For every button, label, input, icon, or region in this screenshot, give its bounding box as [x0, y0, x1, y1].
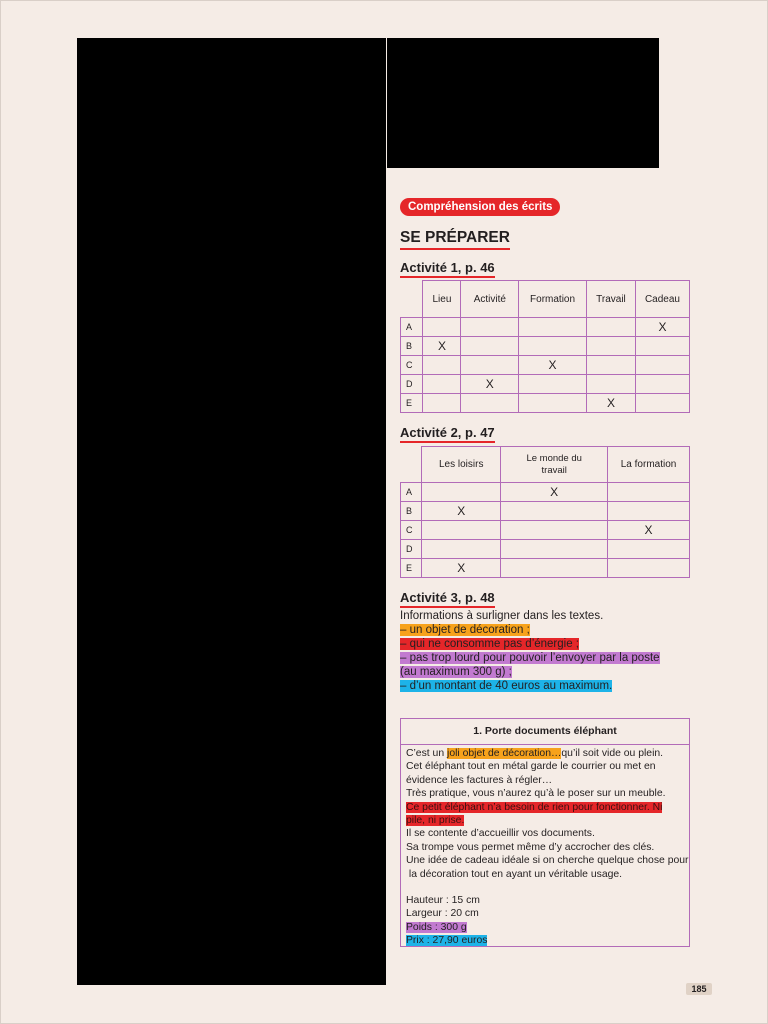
- highlight-item: [400, 623, 690, 637]
- row-label: D: [401, 375, 423, 394]
- table-cell: [423, 394, 461, 413]
- highlight-weight: Poids : 300 g: [406, 921, 467, 933]
- redacted-area-top: [387, 38, 659, 168]
- table-cell: [635, 337, 689, 356]
- table-cell: [519, 375, 587, 394]
- table-cell: [423, 375, 461, 394]
- table-cell: [423, 318, 461, 337]
- document-line: Sa trompe vous permet même d’y accrocher des clés.: [406, 841, 655, 853]
- table-row: [401, 502, 690, 521]
- activity3-items: [400, 623, 690, 693]
- row-label: B: [401, 502, 422, 521]
- check-mark-cell: X: [586, 394, 635, 413]
- row-label: A: [401, 483, 422, 502]
- table-cell: [608, 483, 690, 502]
- activity3-info: [400, 609, 690, 693]
- heading-underline: [400, 606, 495, 608]
- table-corner: [401, 281, 423, 318]
- document-width: Largeur : 20 cm: [406, 908, 479, 920]
- main-heading-text: SE PRÉPARER: [400, 229, 510, 246]
- table-cell: [519, 337, 587, 356]
- table-cell: [586, 375, 635, 394]
- document-line: [406, 921, 685, 934]
- check-mark-cell: X: [422, 502, 501, 521]
- table-cell: [586, 337, 635, 356]
- table-cell: [608, 559, 690, 578]
- highlight-item: [400, 679, 690, 693]
- row-label: A: [401, 318, 423, 337]
- check-mark-cell: X: [608, 521, 690, 540]
- table-cell: [423, 356, 461, 375]
- document-line: Très pratique, vous n’aurez qu’à le poser sur un meuble.: [406, 788, 666, 800]
- highlight-item-text: – un objet de décoration ;: [400, 624, 530, 636]
- heading-underline: [400, 248, 510, 250]
- column-header: Activité: [461, 281, 519, 318]
- check-mark-cell: X: [423, 337, 461, 356]
- document-line: [406, 801, 685, 814]
- highlight-decoration: joli objet de décoration…: [447, 748, 562, 759]
- activity2-title: [400, 425, 495, 443]
- column-header: Le monde du travail: [501, 447, 608, 483]
- table-row: [401, 318, 690, 337]
- highlight-price: Prix : 27,90 euros: [406, 935, 488, 947]
- table-cell: [461, 337, 519, 356]
- document-line: la décoration tout en ayant un véritable usage.: [406, 868, 623, 880]
- table-header-row: [401, 281, 690, 318]
- table-cell: [608, 502, 690, 521]
- table-cell: [422, 483, 501, 502]
- table-cell: [422, 540, 501, 559]
- check-mark-cell: X: [461, 375, 519, 394]
- document-title: 1. Porte documents éléphant: [401, 719, 689, 745]
- highlight-item-text: – d’un montant de 40 euros au maximum.: [400, 680, 613, 692]
- heading-underline: [400, 441, 495, 443]
- row-label: E: [401, 394, 423, 413]
- column-header: Cadeau: [635, 281, 689, 318]
- table-row: [401, 337, 690, 356]
- table-header-row: [401, 447, 690, 483]
- check-mark-cell: X: [422, 559, 501, 578]
- document-line: Cet éléphant tout en métal garde le courrier ou met en: [406, 761, 656, 773]
- column-header: La formation: [608, 447, 690, 483]
- row-label: D: [401, 540, 422, 559]
- document-text: C’est un: [406, 748, 448, 759]
- table-cell: [519, 394, 587, 413]
- table-cell: [608, 540, 690, 559]
- table-row: [401, 375, 690, 394]
- page-number: 185: [686, 983, 712, 995]
- table-cell: [461, 318, 519, 337]
- table-cell: [586, 318, 635, 337]
- table-corner: [401, 447, 422, 483]
- table-cell: [501, 540, 608, 559]
- highlight-item: [400, 637, 690, 651]
- table-cell: [501, 502, 608, 521]
- highlight-energy: Ce petit éléphant n’a besoin de rien pour fonctionner. Ni: [406, 801, 663, 813]
- redacted-area-left: [77, 38, 386, 985]
- table-cell: [586, 356, 635, 375]
- section-label: Compréhension des écrits: [400, 198, 560, 216]
- document-text: qu’il soit vide ou plein.: [561, 748, 664, 759]
- activity3-intro: Informations à surligner dans les textes.: [400, 610, 604, 622]
- activity1-title-text: Activité 1, p. 46: [400, 260, 495, 275]
- table-row: [401, 483, 690, 502]
- column-header: Travail: [586, 281, 635, 318]
- table-cell: [461, 394, 519, 413]
- table-cell: [461, 356, 519, 375]
- activity2-title-text: Activité 2, p. 47: [400, 425, 495, 440]
- activity3-title-text: Activité 3, p. 48: [400, 590, 495, 605]
- row-label: E: [401, 559, 422, 578]
- check-mark-cell: X: [501, 483, 608, 502]
- main-heading: [400, 229, 510, 250]
- check-mark-cell: X: [635, 318, 689, 337]
- table-row: [401, 356, 690, 375]
- table-cell: [501, 559, 608, 578]
- activity1-title: [400, 260, 495, 278]
- highlight-item-text: – qui ne consomme pas d’énergie ;: [400, 638, 579, 650]
- activity3-title: [400, 590, 495, 608]
- highlight-item: [400, 665, 690, 679]
- spacer: [406, 881, 685, 894]
- highlight-item: [400, 651, 690, 665]
- document-line: évidence les factures à régler…: [406, 774, 553, 786]
- table-cell: [519, 318, 587, 337]
- highlight-item-text: (au maximum 300 g) ;: [400, 666, 512, 678]
- table-cell: [422, 521, 501, 540]
- activity1-table: [400, 280, 690, 413]
- document-line: Il se contente d’accueillir vos documents.: [406, 828, 595, 840]
- document-line: Une idée de cadeau idéale si on cherche quelque chose pour: [406, 855, 689, 867]
- activity2-table: [400, 446, 690, 578]
- row-label: C: [401, 521, 422, 540]
- column-header: Les loisirs: [422, 447, 501, 483]
- document-line: [406, 934, 685, 947]
- table-row: [401, 394, 690, 413]
- table-cell: [635, 356, 689, 375]
- document-box: [400, 718, 690, 947]
- highlight-item-text: – pas trop lourd pour pouvoir l’envoyer par la poste: [400, 652, 660, 664]
- document-body: [401, 745, 689, 948]
- table-row: [401, 521, 690, 540]
- table-cell: [501, 521, 608, 540]
- column-header: Formation: [519, 281, 587, 318]
- table-row: [401, 559, 690, 578]
- row-label: B: [401, 337, 423, 356]
- document-height: Hauteur : 15 cm: [406, 895, 480, 907]
- document-line: [406, 814, 685, 827]
- check-mark-cell: X: [519, 356, 587, 375]
- table-cell: [635, 375, 689, 394]
- heading-underline: [400, 276, 495, 278]
- table-cell: [635, 394, 689, 413]
- document-line: [406, 747, 685, 760]
- highlight-energy: pile, ni prise.: [406, 815, 465, 827]
- row-label: C: [401, 356, 423, 375]
- table-row: [401, 540, 690, 559]
- column-header: Lieu: [423, 281, 461, 318]
